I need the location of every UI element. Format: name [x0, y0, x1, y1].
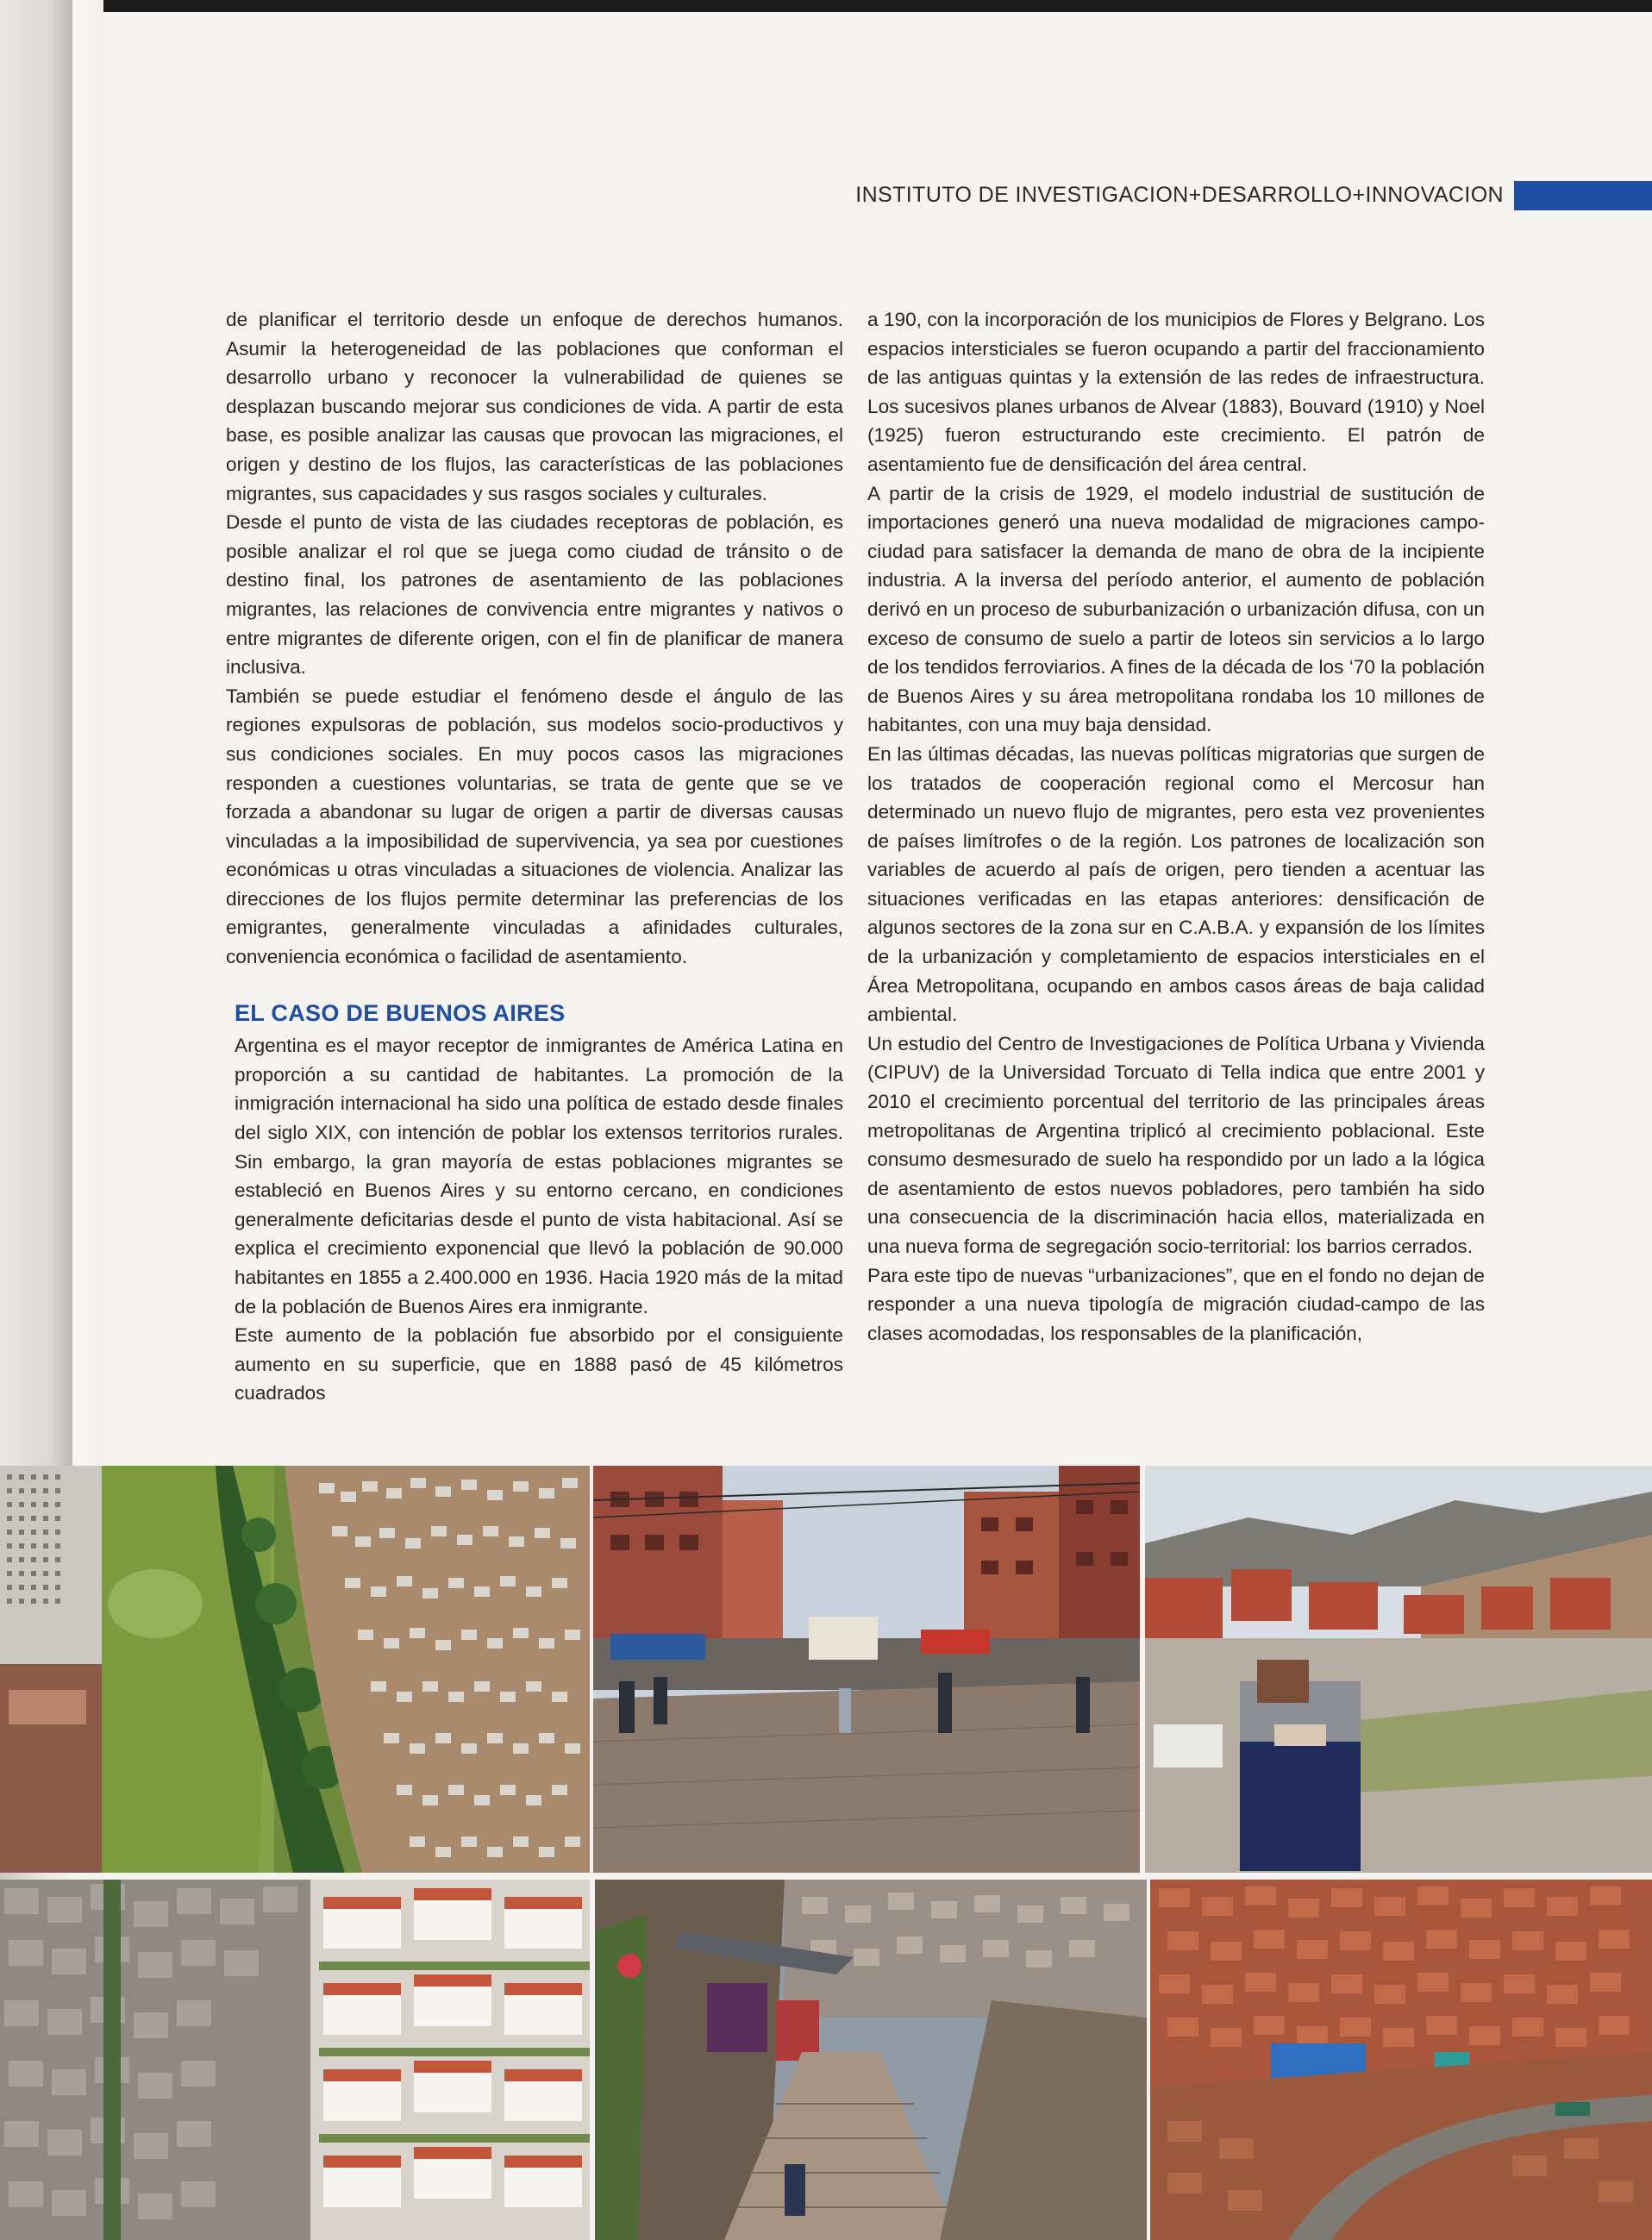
header-title: INSTITUTO DE INVESTIGACION+DESARROLLO+INNOVACION	[855, 183, 1504, 207]
photo-aerial-settlement	[0, 1466, 590, 1873]
paragraph: de planificar el territorio desde un enfoque de derechos humanos. Asumir la heterogeneidad de las poblaciones que conforman el desarrollo urbano y reconocer la vulnerabilidad de quienes se desplazan buscando mejorar sus condiciones de vida. A partir de esta base, es posible analizar las causas que provocan las migraciones, el origen y destino de los flujos, las características de las poblaciones migrantes, sus capacidades y sus rasgos sociales y culturales.	[226, 309, 843, 504]
photo-collage	[0, 1466, 1652, 2240]
paragraph: Desde el punto de vista de las ciudades receptoras de población, es posible analizar el rol que se juega como ciudad de tránsito o de destino final, los patrones de asentamiento de las poblaciones migrantes, las relaciones de convivencia entre migrantes y nativos o entre migrantes de diferente origen, con el fin de planificar de manera inclusiva.	[226, 511, 843, 679]
left-text-column	[226, 305, 843, 1408]
photo-brick-hillside-city	[1150, 1880, 1652, 2240]
paragraph: Argentina es el mayor receptor de inmigrantes de América Latina en proporción a su cantidad de habitantes. La promoción de la inmigración internacional ha sido una política de estado desde finales del siglo XIX, con intención de poblar los extensos territorios rurales. Sin embargo, la gran mayoría de estas poblaciones migrantes se estableció en Buenos Aires y su entorno cercano, en condiciones generalmente deficitarias desde el punto de vista habitacional. Así se explica el crecimiento exponencial que llevó la población de 90.000 habitantes en 1855 a 2.400.000 en 1936. Hacia 1920 más de la mitad de la población de Buenos Aires era inmigrante.	[235, 1035, 843, 1317]
right-text-column	[867, 305, 1485, 1348]
paragraph: También se puede estudiar el fenómeno desde el ángulo de las regiones expulsoras de población, sus modelos socio-productivos y sus condiciones sociales. En muy pocos casos las migraciones responden a cuestiones voluntarias, se trata de gente que se ve forzada a abandonar su lugar de origen a partir de diversas causas vinculadas a la imposibilidad de supervivencia, ya sea por cuestiones económicas u otras vinculadas a situaciones de violencia. Analizar las direcciones de los flujos permite determinar las preferencias de los emigrantes, generalmente vinculadas a afinidades culturales, conveniencia económica o facilidad de asentamiento.	[226, 685, 843, 968]
header-accent-bar	[1514, 181, 1652, 210]
paragraph: Un estudio del Centro de Investigaciones de Política Urbana y Vivienda (CIPUV) de la Universidad Torcuato di Tella indica que entre 2001 y 2010 el crecimiento porcentual del territorio de las principales áreas metropolitanas de Argentina triplicó al crecimiento poblacional. Este consumo desmesurado de suelo ha respondido por un lado a la lógica de asentamiento de estos nuevos pobladores, pero también ha sido una consecuencia de la discriminación hacia ellos, materializada en una nueva forma de segregación socio-territorial: los barrios cerrados.	[867, 1032, 1485, 1257]
paragraph: A partir de la crisis de 1929, el modelo industrial de sustitución de importaciones generó una nueva modalidad de migraciones campo-ciudad para satisfacer la demanda de mano de obra de la incipiente industria. A la inversa del período anterior, el aumento de población derivó en un proceso de suburbanización o urbanización difusa, con un exceso de consumo de suelo a partir de loteos sin servicios a lo largo de los tendidos ferroviarios. A fines de la década de los ‘70 la población de Buenos Aires y su área metropolitana rondaba los 10 millones de habitantes, con una muy baja densidad.	[867, 482, 1485, 736]
photo-street-market	[593, 1466, 1140, 1873]
adjacent-page-edge	[0, 0, 72, 1483]
paragraph: En las últimas décadas, las nuevas políticas migratorias que surgen de los tratados de cooperación regional como el Mercosur han determinado un nuevo flujo de migrantes, pero esta vez provenientes de países limítrofes o de la región. Los patrones de localización son variables de acuerdo al país de origen, pero tienden a acentuar las situaciones verificadas en las etapas anteriores: densificación de algunos sectores de la zona sur en C.A.B.A. y expansión de los límites de la urbanización y completamiento de espacios intersticiales en el Área Metropolitana, ocupando en ambos casos áreas de baja calidad ambiental.	[867, 742, 1485, 1026]
paragraph: Este aumento de la población fue absorbido por el consiguiente aumento en su superficie, que en 1888 pasó de 45 kilómetros cuadrados	[235, 1324, 843, 1405]
paragraph: Para este tipo de nuevas “urbanizaciones”, que en el fondo no dejan de responder a una nueva tipología de migración ciudad-campo de las clases acomodadas, los responsables de la planificación,	[867, 1264, 1485, 1344]
photo-steep-alley	[595, 1880, 1147, 2240]
photo-gated-community	[0, 1880, 590, 2240]
paragraph: a 190, con la incorporación de los municipios de Flores y Belgrano. Los espacios intersticiales se fueron ocupando a partir del fraccionamiento de las antiguas quintas y la extensión de las redes de infraestructura. Los sucesivos planes urbanos de Alvear (1883), Bouvard (1910) y Noel (1925) fueron estructurando este crecimiento. El patrón de asentamiento fue de densificación del área central.	[867, 309, 1485, 475]
running-header	[855, 179, 1652, 214]
top-page-edge	[0, 0, 1652, 12]
section-heading: EL CASO DE BUENOS AIRES	[235, 999, 566, 1026]
photo-hillside-street	[1145, 1466, 1652, 1873]
